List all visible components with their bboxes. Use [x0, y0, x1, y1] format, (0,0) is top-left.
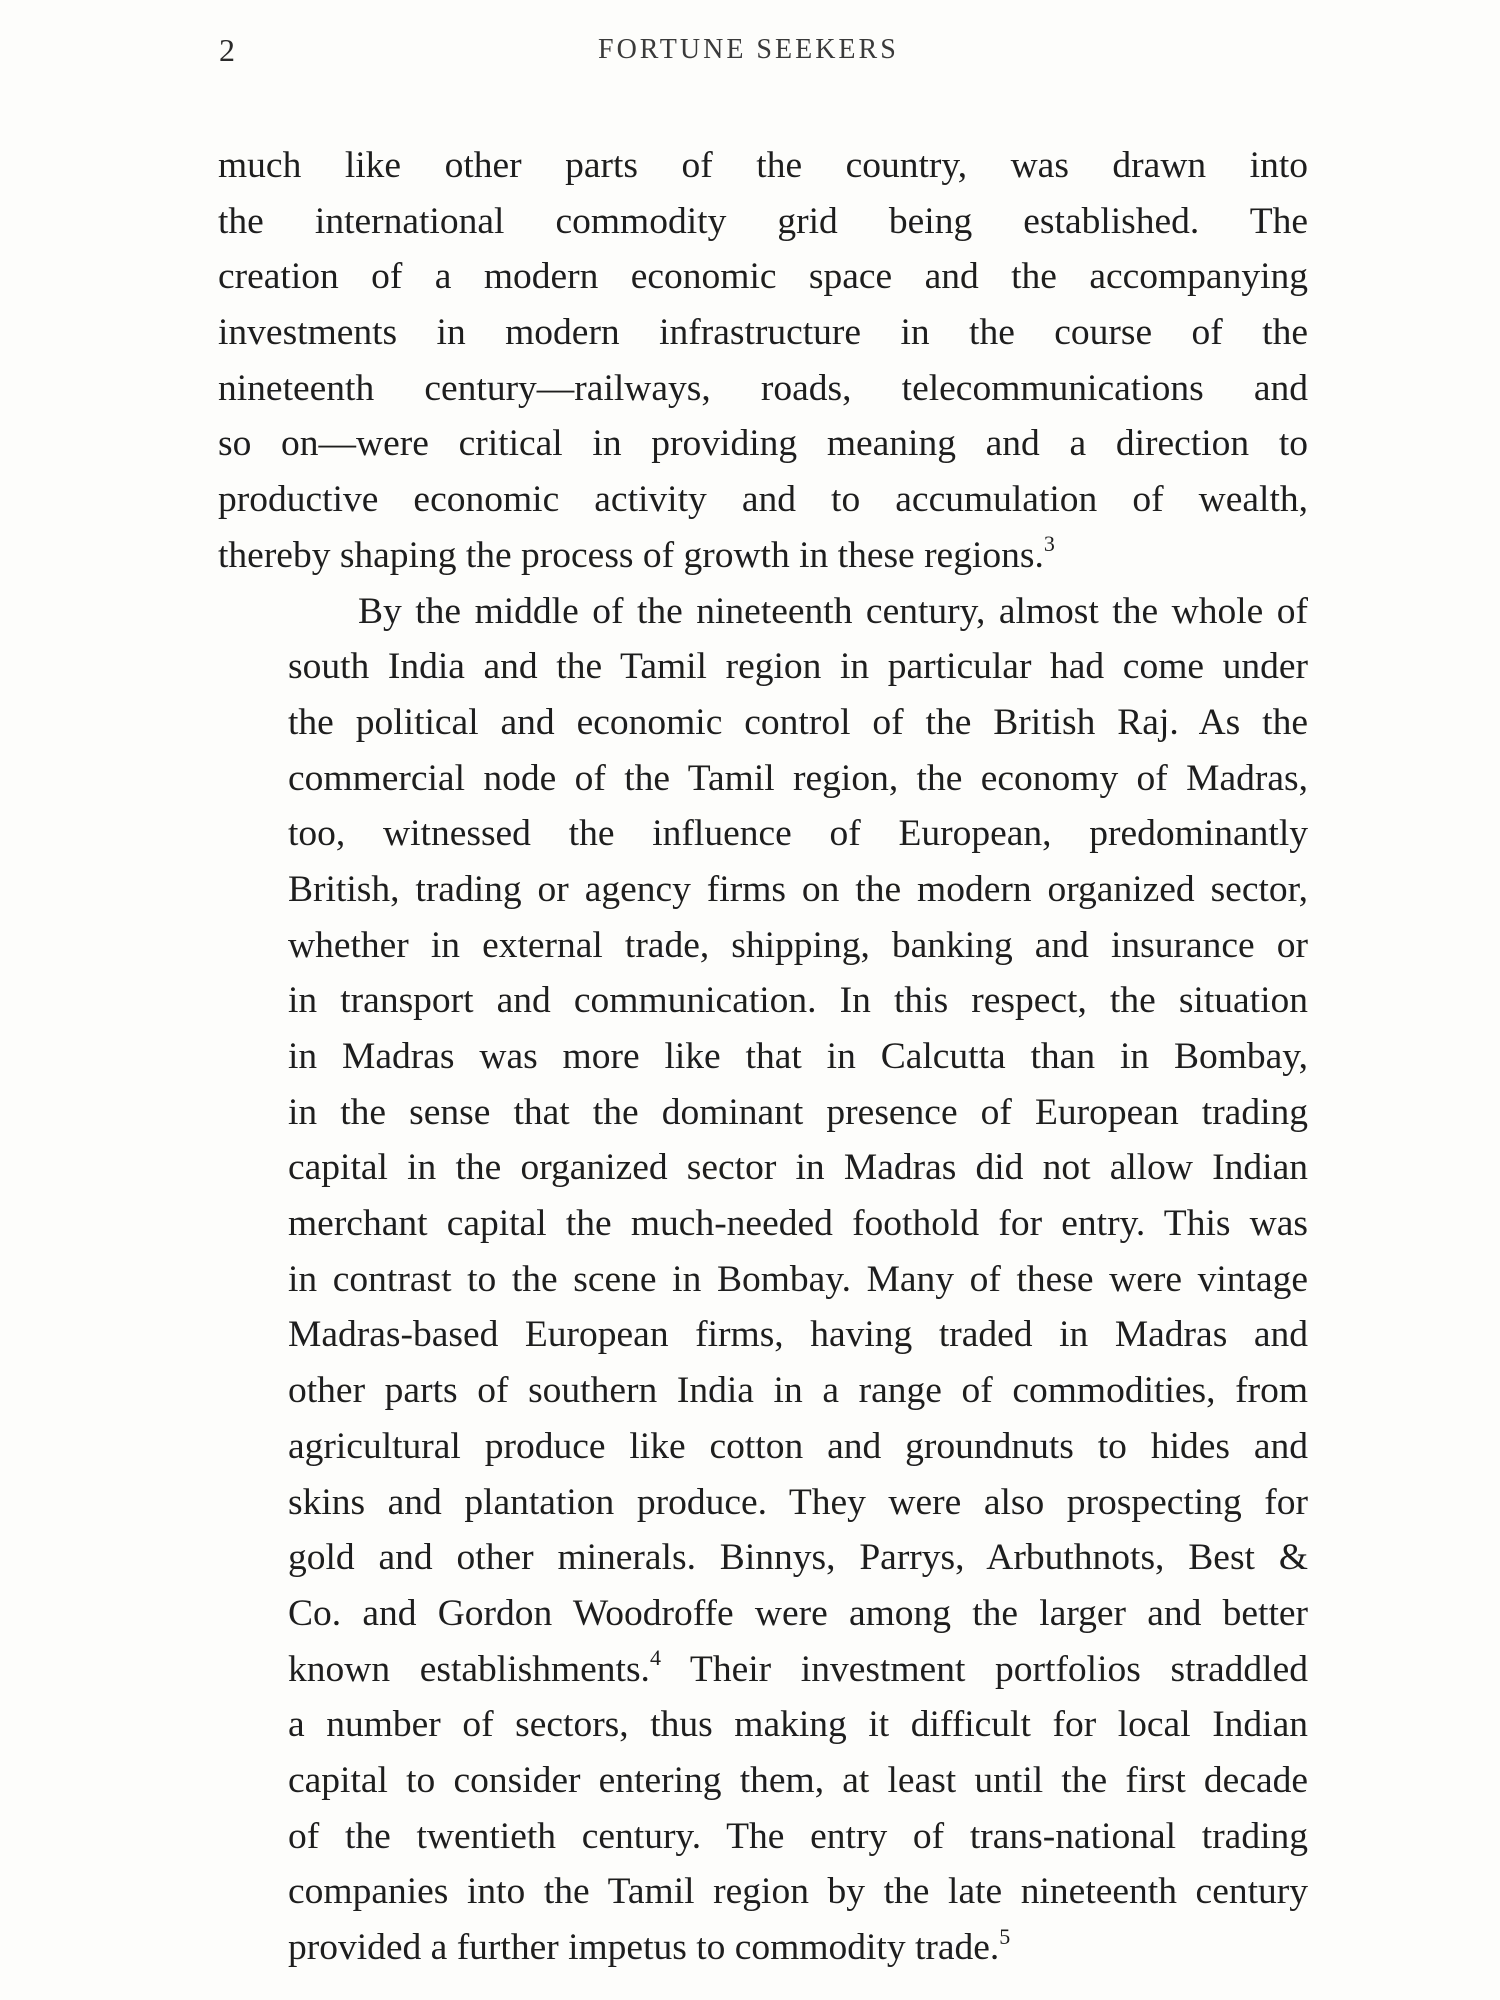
- text-line: too, witnessed the influence of European, predominantly: [288, 813, 1308, 855]
- text-line: the international commodity grid being established. The: [218, 200, 1308, 242]
- text-line: Madras-based European firms, having traded in Madras and: [288, 1314, 1308, 1356]
- text-line: [218, 1642, 1308, 1698]
- text-line: so on—were critical in providing meaning and a direction to: [218, 423, 1308, 465]
- text-fragment: known establishments.: [288, 1648, 650, 1690]
- text-line: [218, 1920, 1308, 1976]
- footnote-marker: 3: [1043, 531, 1055, 557]
- text-line: south India and the Tamil region in particular had come under: [288, 646, 1308, 688]
- text-line: nineteenth century—railways, roads, telecommunications and: [218, 367, 1308, 409]
- text-line: in contrast to the scene in Bombay. Many of these were vintage: [288, 1258, 1308, 1300]
- text-line: By the middle of the nineteenth century, almost the whole of: [358, 590, 1308, 632]
- text-line: commercial node of the Tamil region, the economy of Madras,: [288, 757, 1308, 799]
- page-number: 2: [219, 32, 236, 68]
- text-line: skins and plantation produce. They were also prospecting for: [288, 1481, 1308, 1523]
- running-head: FORTUNE SEEKERS: [598, 34, 899, 65]
- text-line: productive economic activity and to accumulation of wealth,: [218, 479, 1308, 521]
- body-text: [218, 138, 1308, 1976]
- text-line: much like other parts of the country, was drawn into: [218, 145, 1308, 186]
- footnote-marker: 5: [999, 1923, 1011, 1949]
- text-line: in transport and communication. In this respect, the situation: [288, 980, 1308, 1022]
- text-line: investments in modern infrastructure in the course of the: [218, 312, 1308, 354]
- text-fragment: Their investment portfolios straddled: [660, 1648, 1308, 1690]
- text-line: whether in external trade, shipping, banking and insurance or: [288, 924, 1308, 966]
- page-header: [0, 28, 1500, 76]
- text-line: gold and other minerals. Binnys, Parrys, Arbuthnots, Best &: [288, 1537, 1308, 1579]
- text-line: in Madras was more like that in Calcutta than in Bombay,: [288, 1036, 1308, 1077]
- text-line: of the twentieth century. The entry of trans-national trading: [288, 1815, 1308, 1857]
- footnote-marker: 4: [649, 1645, 661, 1671]
- text-line: agricultural produce like cotton and groundnuts to hides and: [288, 1425, 1308, 1467]
- text-line: a number of sectors, thus making it difficult for local Indian: [288, 1704, 1308, 1746]
- text-line: capital to consider entering them, at least until the first decade: [288, 1759, 1308, 1801]
- text-line: Co. and Gordon Woodroffe were among the larger and better: [288, 1592, 1308, 1634]
- text-line: British, trading or agency firms on the modern organized sector,: [288, 868, 1308, 910]
- text-line: the political and economic control of the British Raj. As the: [288, 701, 1308, 743]
- text-line: companies into the Tamil region by the late nineteenth century: [288, 1871, 1308, 1913]
- paragraph-2: [218, 584, 1308, 1976]
- text-fragment: thereby shaping the process of growth in these regions.: [218, 534, 1044, 576]
- paragraph-1: [218, 138, 1308, 584]
- text-line: [218, 528, 1308, 584]
- text-line: in the sense that the dominant presence of European trading: [288, 1091, 1308, 1133]
- text-line: creation of a modern economic space and the accompanying: [218, 256, 1308, 298]
- text-line: other parts of southern India in a range of commodities, from: [288, 1370, 1308, 1412]
- text-line: capital in the organized sector in Madras did not allow Indian: [288, 1147, 1308, 1189]
- text-fragment: provided a further impetus to commodity trade.: [288, 1927, 1000, 1968]
- text-line: merchant capital the much-needed foothold for entry. This was: [288, 1203, 1308, 1245]
